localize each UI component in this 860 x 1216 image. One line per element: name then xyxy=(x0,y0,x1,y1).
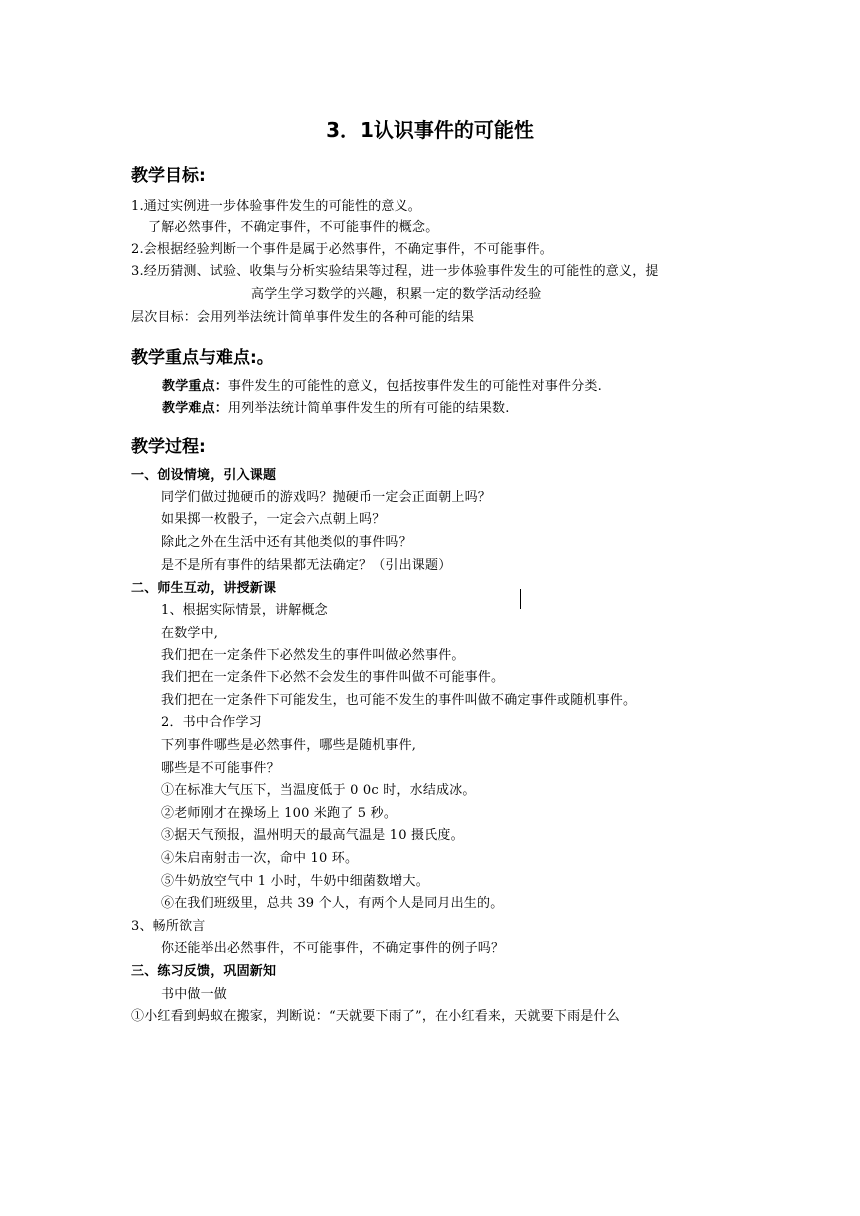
goal-line: 2.会根据经验判断一个事件是属于必然事件，不确定事件，不可能事件。 xyxy=(131,242,554,257)
section-line: 同学们做过抛硬币的游戏吗？抛硬币一定会正面朝上吗？ xyxy=(161,490,492,505)
section-title: 3、畅所欲言 xyxy=(131,919,206,934)
page-title: 3．1认识事件的可能性 xyxy=(326,118,534,142)
section-title: 三、练习反馈，巩固新知 xyxy=(131,964,277,979)
section-line: ①在标准大气压下，当温度低于 0 0c 时，水结成冰。 xyxy=(161,783,476,798)
section-line: 2．书中合作学习 xyxy=(161,715,262,730)
goal-line: 1.通过实例进一步体验事件发生的可能性的意义。 xyxy=(131,199,422,214)
section-line: 我们把在一定条件下必然发生的事件叫做必然事件。 xyxy=(161,648,465,663)
focus-line xyxy=(162,377,602,397)
section-line: 下列事件哪些是必然事件，哪些是随机事件, xyxy=(161,738,417,753)
section-line: ⑥在我们班级里，总共 39 个人，有两个人是同月出生的。 xyxy=(161,896,504,911)
goal-line: 高学生学习数学的兴趣，积累一定的数学活动经验 xyxy=(251,287,542,302)
section-line: 哪些是不可能事件？ xyxy=(161,761,280,776)
section-line: 书中做一做 xyxy=(161,987,228,1002)
section-title: 一、创设情境，引入课题 xyxy=(131,468,277,483)
section-line: 如果掷一枚骰子，一定会六点朝上吗？ xyxy=(161,512,386,527)
section-line: ⑤牛奶放空气中 1 小时，牛奶中细菌数增大。 xyxy=(161,874,429,889)
section-line: ②老师刚才在操场上 100 米跑了 5 秒。 xyxy=(161,806,398,821)
process-heading: 教学过程: xyxy=(131,437,206,457)
difficulty-text: 用列举法统计简单事件发生的所有可能的结果数. xyxy=(228,401,510,416)
section-line: 除此之外在生活中还有其他类似的事件吗？ xyxy=(161,535,412,550)
goals-heading: 教学目标: xyxy=(131,166,206,186)
goal-line: 层次目标：会用列举法统计简单事件发生的各种可能的结果 xyxy=(131,310,475,325)
section-line: ③据天气预报，温州明天的最高气温是 10 摄氏度。 xyxy=(161,828,464,843)
section-line: 我们把在一定条件下必然不会发生的事件叫做不可能事件。 xyxy=(161,670,505,685)
section-title: 二、师生互动，讲授新课 xyxy=(131,581,277,596)
section-line: 你还能举出必然事件，不可能事件，不确定事件的例子吗？ xyxy=(161,941,505,956)
focus-label: 教学重点： xyxy=(162,379,229,394)
section-line: 1、根据实际情景，讲解概念 xyxy=(161,603,328,618)
goal-line: 了解必然事件，不确定事件，不可能事件的概念。 xyxy=(148,220,439,235)
focus-text: 事件发生的可能性的意义，包括按事件发生的可能性对事件分类. xyxy=(228,379,602,394)
difficulty-line xyxy=(162,399,510,419)
text-cursor xyxy=(520,589,521,609)
section-line: 在数学中, xyxy=(161,626,219,641)
section-line: 是不是所有事件的结果都无法确定？（引出课题） xyxy=(161,558,452,573)
section-line: 我们把在一定条件下可能发生，也可能不发生的事件叫做不确定事件或随机事件。 xyxy=(161,693,637,708)
section-line: ④朱启南射击一次，命中 10 环。 xyxy=(161,851,359,866)
section-line: ①小红看到蚂蚁在搬家，判断说：“天就要下雨了”，在小红看来，天就要下雨是什么 xyxy=(131,1009,620,1024)
keypoints-heading: 教学重点与难点:。 xyxy=(131,348,274,368)
difficulty-label: 教学难点： xyxy=(162,401,229,416)
goal-line: 3.经历猜测、试验、收集与分析实验结果等过程，进一步体验事件发生的可能性的意义，提 xyxy=(131,264,659,279)
